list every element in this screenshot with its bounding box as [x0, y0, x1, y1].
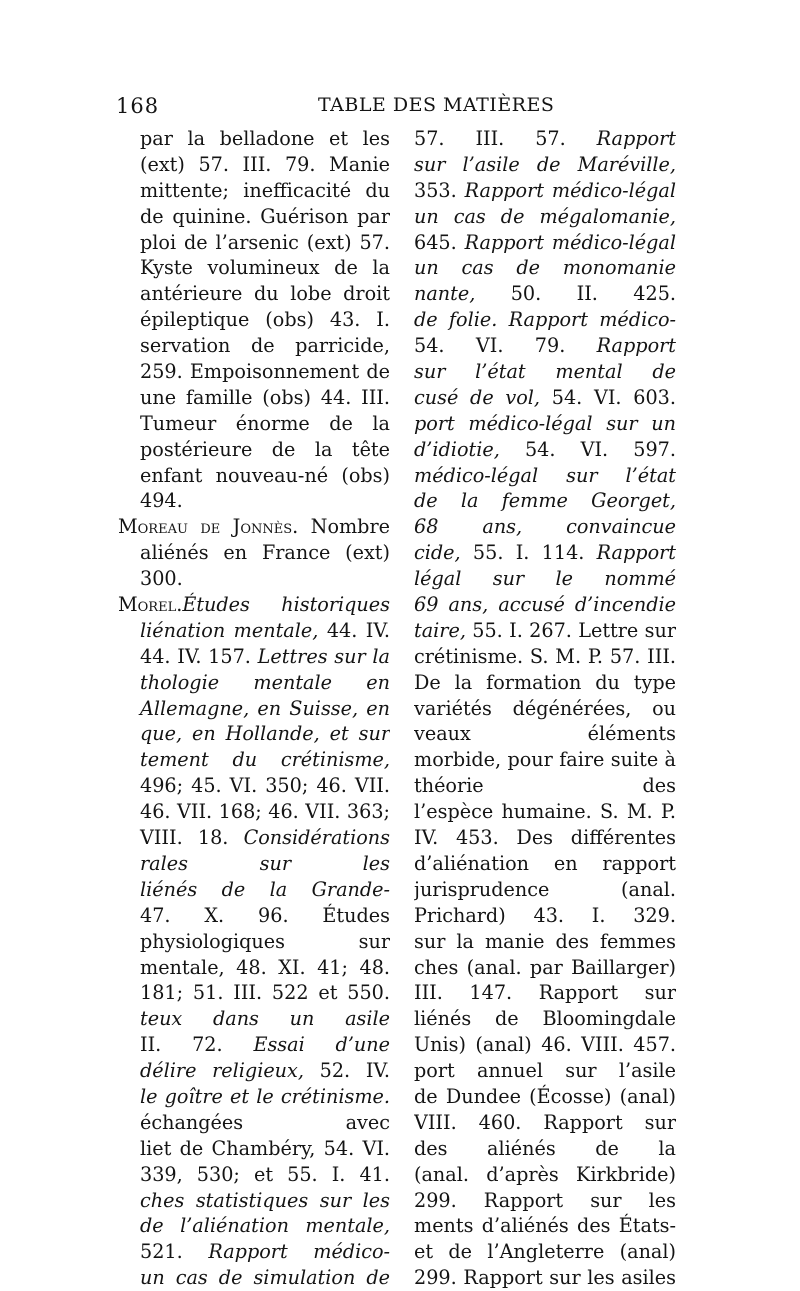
text-line [414, 592, 676, 618]
italic-title: Rapport [596, 541, 676, 565]
text-line [414, 799, 676, 825]
text-line [118, 851, 390, 877]
text-line [118, 488, 390, 514]
text-line [414, 644, 676, 670]
line-text: de Dundee (Écosse) (anal) [414, 1084, 676, 1108]
line-text: 496; 45. VI. 350; 46. VII. [140, 774, 390, 798]
italic-title: nante, [414, 282, 476, 306]
text-line [118, 204, 390, 230]
text-line [118, 1136, 390, 1162]
entry-heading: Morel. [118, 593, 183, 617]
line-text: ches (anal. par Baillarger) [414, 955, 676, 979]
italic-title: cusé de vol, [414, 385, 541, 409]
line-text: enfant nouveau-né (obs) [140, 463, 390, 487]
line-text: antérieure du lobe droit [140, 282, 390, 306]
text-line [414, 281, 676, 307]
text-line [414, 437, 676, 463]
text-line [118, 1032, 390, 1058]
text-line [414, 773, 676, 799]
italic-title: taire, [414, 618, 466, 642]
text-line [118, 152, 390, 178]
italic-title: Essai d’une [253, 1033, 390, 1057]
italic-title: de la femme Georget, [414, 489, 676, 513]
line-text: 181; 51. III. 522 et 550. [140, 981, 390, 1005]
text-line [118, 670, 390, 696]
italic-title: Rapport médico- [208, 1240, 390, 1264]
text-line [118, 514, 390, 540]
text-line [118, 696, 390, 722]
text-line [118, 1213, 390, 1239]
line-text: liet de Chambéry, 54. VI. [140, 1136, 390, 1160]
text-line [118, 592, 390, 618]
text-line [118, 644, 390, 670]
text-line [414, 463, 676, 489]
text-line [414, 126, 676, 152]
line-text: 353. [414, 178, 465, 202]
line-text: théorie des [414, 774, 676, 798]
text-line [118, 929, 390, 955]
line-text: 55. I. 267. Lettre sur [472, 618, 676, 642]
text-line [414, 178, 676, 204]
italic-title: port médico-légal sur un [414, 411, 676, 435]
text-line [118, 463, 390, 489]
entry-heading: Moreau de Jonnès. [118, 515, 299, 539]
line-text: 521. [140, 1240, 209, 1264]
text-line [118, 980, 390, 1006]
text-line [414, 1239, 676, 1265]
line-text: crétinisme. S. M. P. 57. III. [414, 644, 676, 668]
line-text: Unis) (anal) 46. VIII. 457. [414, 1033, 676, 1057]
italic-title: de l’aliénation mentale, [140, 1214, 390, 1238]
line-text: Kyste volumineux de la [140, 256, 390, 280]
line-text: épileptique (obs) 43. I. [140, 308, 390, 332]
italic-title: Rapport médico-légal [464, 178, 676, 202]
line-text: l’espèce humaine. S. M. P. [414, 800, 676, 824]
text-line [118, 1058, 390, 1084]
text-line [414, 1265, 676, 1291]
text-line [118, 411, 390, 437]
line-text: et de l’Angleterre (anal) [414, 1240, 676, 1264]
line-text: 57. III. 57. [414, 127, 597, 150]
text-line [118, 1110, 390, 1136]
text-line [118, 359, 390, 385]
text-line [414, 955, 676, 981]
line-text: Prichard) 43. I. 329. [414, 903, 676, 927]
text-line [118, 773, 390, 799]
text-line [414, 1032, 676, 1058]
text-line [118, 566, 390, 592]
line-text: 300. [140, 567, 183, 591]
text-line [414, 230, 676, 256]
text-line [414, 333, 676, 359]
italic-title: rales sur les [140, 851, 390, 875]
text-line [414, 514, 676, 540]
line-text: Tumeur énorme de la [140, 411, 390, 435]
line-text: 645. [414, 230, 465, 254]
italic-title: Rapport [596, 127, 676, 150]
line-text: servation de parricide, [140, 334, 390, 358]
text-line [118, 126, 390, 152]
line-text: 299. Rapport sur les asiles [414, 1266, 676, 1290]
line-text: Nombre [310, 515, 390, 539]
text-line [414, 696, 676, 722]
line-text: 339, 530; et 55. I. 41. [140, 1162, 390, 1186]
italic-title: Considérations [243, 826, 390, 850]
line-text: des aliénés de la [414, 1136, 676, 1160]
line-text: sur la manie des femmes [414, 929, 676, 953]
page-number: 168 [116, 94, 160, 118]
text-line [118, 178, 390, 204]
line-text: IV. 453. Des différentes [414, 826, 676, 850]
text-line [414, 825, 676, 851]
line-text: ments d’aliénés des États- [414, 1214, 676, 1238]
text-line [118, 1265, 390, 1291]
text-line [414, 204, 676, 230]
line-text: 54. VI. 79. [414, 334, 597, 358]
text-line [414, 1006, 676, 1032]
text-line [118, 747, 390, 773]
text-line [414, 307, 676, 333]
italic-title: un cas de mégalomanie, [414, 204, 676, 228]
line-text: de quinine. Guérison par [140, 204, 390, 228]
italic-title: teux dans un asile [140, 1007, 390, 1031]
line-text: postérieure de la tête [140, 437, 390, 461]
italic-title: ches statistiques sur les [140, 1188, 390, 1212]
text-line [118, 437, 390, 463]
italic-title: un cas de simulation de [140, 1266, 390, 1290]
text-line [118, 825, 390, 851]
text-line [414, 488, 676, 514]
line-text: II. 72. [140, 1033, 254, 1057]
italic-title: sur l’état mental de [414, 360, 676, 384]
text-line [414, 903, 676, 929]
line-text: 44. IV. 157. [140, 644, 258, 668]
line-text: d’aliénation en rapport [414, 851, 676, 875]
text-line [414, 877, 676, 903]
text-line [414, 1084, 676, 1110]
text-line [118, 1084, 390, 1110]
text-line [118, 333, 390, 359]
text-line [414, 1162, 676, 1188]
line-text: 44. IV. [326, 618, 390, 642]
italic-title: Allemagne, en Suisse, en [140, 696, 390, 720]
line-text: port annuel sur l’asile [414, 1059, 676, 1083]
line-text: aliénés en France (ext) [140, 541, 390, 565]
line-text: 50. II. 425. [475, 282, 676, 306]
line-text: 54. VI. 597. [499, 437, 676, 461]
line-text: échangées avec [140, 1110, 390, 1134]
line-text: VIII. 460. Rapport sur [414, 1110, 676, 1134]
italic-title: Rapport médico-légal [464, 230, 676, 254]
text-line [414, 670, 676, 696]
italic-title: tement du crétinisme, [140, 748, 390, 772]
text-line [118, 799, 390, 825]
text-line [414, 1058, 676, 1084]
italic-title: liénation mentale, [140, 618, 319, 642]
line-text: VIII. 18. [140, 826, 244, 850]
text-line [118, 1162, 390, 1188]
text-line [414, 618, 676, 644]
italic-title: Lettres sur la [257, 644, 390, 668]
text-line [414, 566, 676, 592]
text-line [414, 1213, 676, 1239]
text-line [414, 929, 676, 955]
italic-title: que, en Hollande, et sur [140, 722, 390, 746]
text-line [118, 540, 390, 566]
text-line [414, 980, 676, 1006]
line-text: 52. IV. [319, 1059, 390, 1083]
italic-title: le goître et le crétinisme. [140, 1084, 390, 1108]
text-line [118, 1188, 390, 1214]
italic-title: liénés de la Grande- [140, 877, 390, 901]
text-line [118, 618, 390, 644]
line-text: 46. VII. 168; 46. VII. 363; [140, 800, 390, 824]
right-column [414, 126, 676, 1291]
line-text: mentale, 48. XI. 41; 48. [140, 955, 390, 979]
text-line [118, 281, 390, 307]
line-text: 55. I. 114. [460, 541, 597, 565]
italic-title: médico-légal sur l’état [414, 463, 676, 487]
line-text: mittente; inefficacité du [140, 178, 390, 202]
line-text: veaux éléments [414, 722, 676, 746]
italic-title: cide, [414, 541, 461, 565]
text-line [414, 721, 676, 747]
line-text: physiologiques sur [140, 929, 390, 953]
text-line [118, 903, 390, 929]
italic-title: thologie mentale en [140, 670, 390, 694]
italic-title: un cas de monomanie [414, 256, 676, 280]
line-text: 299. Rapport sur les [414, 1188, 676, 1212]
text-line [414, 1110, 676, 1136]
text-line [118, 1239, 390, 1265]
text-line [118, 877, 390, 903]
text-line [414, 359, 676, 385]
text-line [414, 385, 676, 411]
text-line [414, 747, 676, 773]
line-text: (ext) 57. III. 79. Manie [140, 152, 390, 176]
text-line [414, 1136, 676, 1162]
text-line [118, 721, 390, 747]
line-text: 54. VI. 603. [540, 385, 676, 409]
text-line [414, 851, 676, 877]
italic-title: Études historiques [182, 593, 390, 617]
text-line [118, 385, 390, 411]
italic-title: de folie. Rapport médico- [414, 308, 676, 332]
line-text: 259. Empoisonnement de [140, 360, 390, 384]
text-line [414, 152, 676, 178]
line-text: De la formation du type [414, 670, 676, 694]
line-text: 494. [140, 489, 183, 513]
text-line [414, 411, 676, 437]
italic-title: d’idiotie, [414, 437, 500, 461]
text-line [118, 230, 390, 256]
line-text: variétés dégénérées, ou [414, 696, 676, 720]
text-line [118, 307, 390, 333]
text-line [118, 255, 390, 281]
text-line [414, 1188, 676, 1214]
line-text: par la belladone et les [140, 127, 390, 150]
left-column [118, 126, 390, 1291]
italic-title: légal sur le nommé [414, 567, 676, 591]
line-text: une famille (obs) 44. III. [140, 385, 390, 409]
line-text: 47. X. 96. Études [140, 903, 390, 927]
line-text: III. 147. Rapport sur [414, 981, 676, 1005]
line-text: (anal. d’après Kirkbride) [414, 1162, 676, 1186]
running-header: TABLE DES MATIÈRES [318, 94, 555, 116]
italic-title: 68 ans, convaincue [414, 515, 676, 539]
text-line [118, 1006, 390, 1032]
line-text: liénés de Bloomingdale [414, 1007, 676, 1031]
italic-title: sur l’asile de Maréville, [414, 152, 676, 176]
italic-title: 69 ans, accusé d’incendie [414, 593, 676, 617]
text-line [414, 255, 676, 281]
text-line [414, 540, 676, 566]
italic-title: Rapport [596, 334, 676, 358]
italic-title: délire religieux, [140, 1059, 304, 1083]
line-text: morbide, pour faire suite à [414, 748, 676, 772]
line-text: jurisprudence (anal. [414, 877, 676, 901]
text-line [118, 955, 390, 981]
line-text: ploi de l’arsenic (ext) 57. [140, 230, 390, 254]
